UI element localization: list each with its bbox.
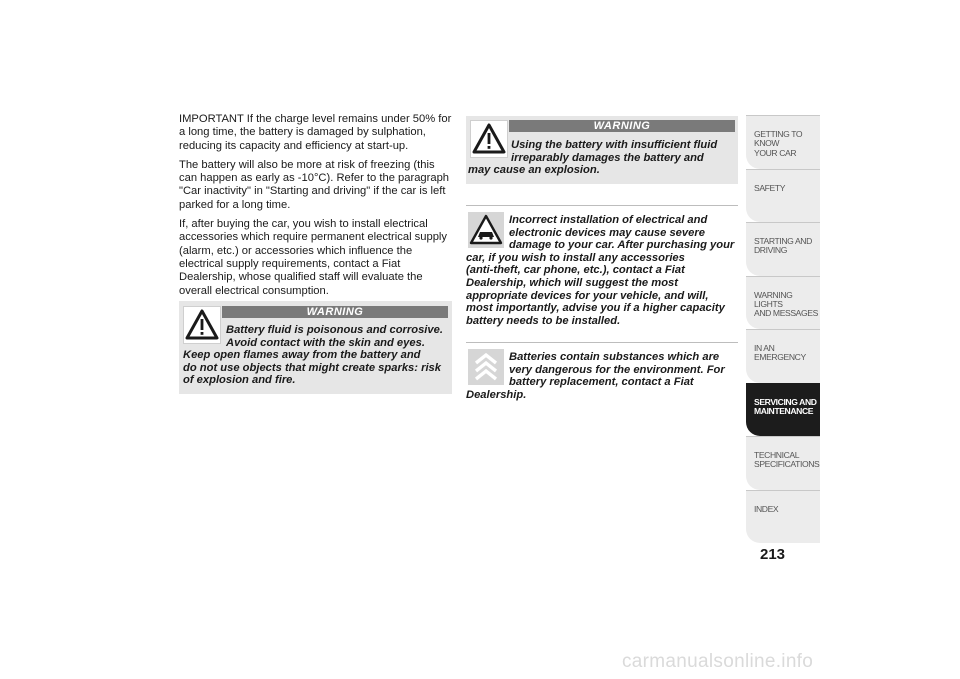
warning-line: do not use objects that might create sparks: risk [183, 361, 442, 374]
paragraph-important: IMPORTANT If the charge level remains under 50% for a long time, the battery is damaged by sulphation, reducing its capacity and efficiency at start-up. [179, 113, 452, 152]
warning-header: WARNING [509, 120, 735, 132]
environment-note-batteries [466, 342, 738, 407]
tab-label: SAFETY [754, 182, 786, 193]
warning-text [468, 139, 736, 177]
tab-servicing-and-maintenance[interactable] [746, 383, 820, 437]
tab-label: DRIVING [754, 245, 788, 256]
tab-label: STARTING AND [754, 236, 812, 246]
warning-text [183, 324, 451, 387]
caution-line: most importantly, advise you if a higher capacity [466, 302, 725, 315]
tab-label: TECHNICAL [754, 450, 800, 460]
tab-label: INDEX [754, 503, 779, 514]
caution-line: Dealership, which will suggest the most [466, 276, 678, 289]
tab-technical-specifications[interactable] [746, 436, 820, 490]
left-column [179, 113, 452, 304]
tab-label: AND MESSAGES [754, 308, 818, 319]
tab-label: GETTING TO KNOW [754, 129, 803, 149]
tab-warning-lights[interactable] [746, 276, 820, 330]
warning-line: Using the battery with insufficient fluid [511, 139, 718, 151]
tab-label: YOUR CAR [754, 147, 797, 158]
caution-line: battery needs to be installed. [466, 314, 621, 327]
caution-line: (anti-theft, car phone, etc.), contact a Fiat [466, 264, 685, 277]
tab-label: SERVICING AND [754, 396, 817, 407]
chapter-nav [746, 115, 820, 543]
caution-note-electrical-devices [466, 205, 738, 330]
warning-line: irreparably damages the battery and [511, 151, 704, 164]
paragraph-accessories: If, after buying the car, you wish to install electrical accessories which require permanent electrical supply (alarm, etc.) or accessories which influence the electrical supply requirements, contact a Fiat Dealership, whose qualified staff will evaluate the overall electrical consumption. [179, 218, 448, 297]
warning-header: WARNING [222, 306, 448, 318]
warning-line: Battery fluid is poisonous and corrosive. [226, 324, 443, 336]
paragraph-freezing: The battery will also be more at risk of freezing (this can happen as early as -10°C). Refer to the paragraph "Car inactivity" in "Starting and driving" if the car is left parked for a long time. [179, 158, 450, 211]
tab-index[interactable] [746, 490, 820, 544]
tab-label: WARNING LIGHTS [754, 289, 793, 309]
warning-line: Avoid contact with the skin and eyes. [226, 336, 425, 349]
caution-text [466, 214, 738, 327]
warning-line: may cause an explosion. [468, 164, 600, 177]
tab-label: SPECIFICATIONS [754, 459, 820, 470]
watermark: carmanualsonline.info [622, 651, 814, 672]
tab-safety[interactable] [746, 169, 820, 223]
environment-line: Dealership. [466, 388, 527, 401]
caution-line: electronic devices may cause severe [509, 226, 705, 239]
warning-box-battery-fluid [179, 301, 452, 394]
warning-line: of explosion and fire. [183, 374, 296, 387]
caution-line: Incorrect installation of electrical and [509, 214, 708, 226]
tab-getting-to-know[interactable] [746, 115, 820, 169]
tab-label: MAINTENANCE [754, 405, 814, 416]
caution-line: car, if you wish to install any accessories [466, 251, 685, 264]
page-number: 213 [760, 546, 786, 563]
caution-line: appropriate devices for your vehicle, and will, [466, 289, 709, 302]
warning-line: Keep open flames away from the battery and [183, 349, 421, 362]
tab-label: IN AN EMERGENCY [754, 343, 806, 363]
environment-line: Batteries contain substances which are [509, 351, 720, 363]
tab-starting-and-driving[interactable] [746, 222, 820, 276]
environment-line: battery replacement, contact a Fiat [509, 376, 694, 389]
warning-box-insufficient-fluid [466, 116, 738, 184]
tab-in-an-emergency[interactable] [746, 329, 820, 383]
caution-line: damage to your car. After purchasing your [509, 239, 735, 252]
environment-text [466, 351, 738, 401]
environment-line: very dangerous for the environment. For [509, 363, 725, 376]
